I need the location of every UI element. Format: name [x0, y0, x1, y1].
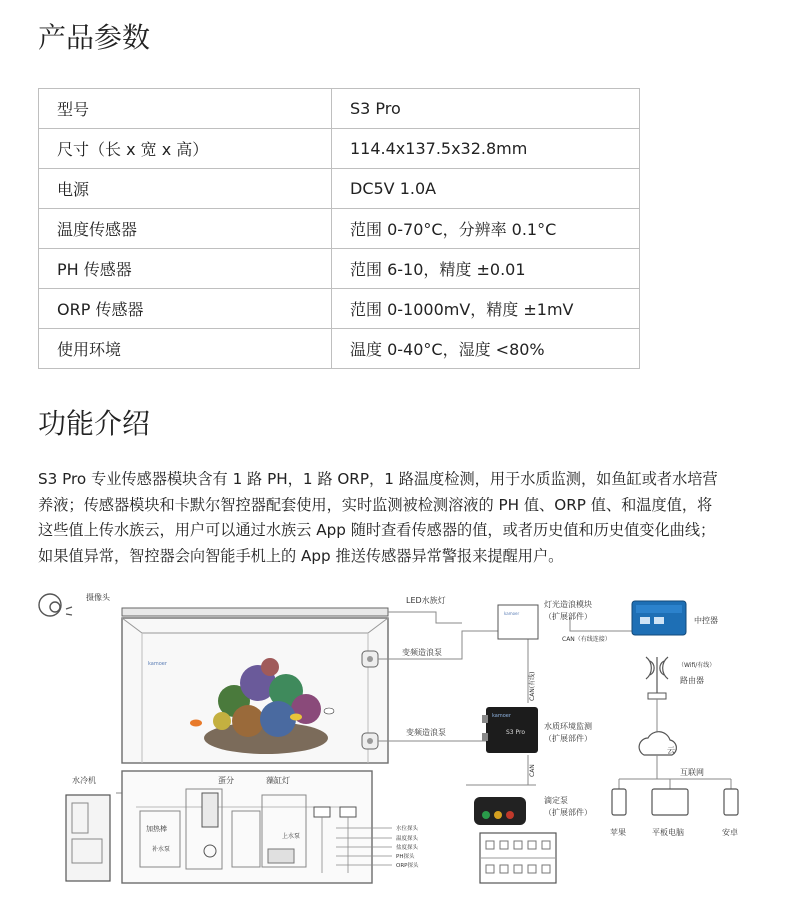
spec-value: 范围 0-1000mV，精度 ±1mV: [332, 289, 640, 329]
module-brand-mark: kamoer: [492, 713, 511, 719]
description-line: S3 Pro 专业传感器模块含有 1 路 PH，1 路 ORP，1 路温度检测，用于水质监测，如鱼缸或者水培营: [38, 470, 718, 488]
spec-label: 型号: [39, 89, 332, 129]
description-line: 养液；传感器模块和卡默尔智控器配套使用，实时监测被检测溶液的 PH 值、ORP 值、和温度值，将: [38, 495, 713, 514]
power-strip: [480, 833, 556, 883]
water-monitor-label: 水质环境监测: [544, 722, 592, 731]
table-row: [39, 169, 640, 209]
table-row: [39, 289, 640, 329]
extension-label: （扩展部件）: [544, 734, 592, 743]
algae-light-label: 藻缸灯: [266, 776, 290, 785]
tablet-icon: [652, 789, 688, 815]
probe-ph-label: PH探头: [396, 854, 415, 860]
spec-value: DC5V 1.0A: [332, 169, 640, 209]
probe-temp-label: 温度探头: [396, 836, 419, 842]
apple-label: 苹果: [610, 828, 626, 837]
can-label: CAN: [529, 764, 536, 777]
cloud-label: 云: [667, 746, 675, 755]
spec-label: 电源: [39, 169, 332, 209]
phone-icon: [612, 789, 626, 815]
controller-device: [632, 601, 686, 635]
probe-level-label: 水位探头: [396, 826, 419, 832]
description-line: 这些值上传水族云，用户可以通过水族云 App 随时查看传感器的值，或者历史值和历史值变化曲线；: [38, 521, 716, 539]
light-wave-module-label: 灯光造浪模块: [544, 600, 592, 609]
system-diagram: [36, 583, 756, 893]
spec-value: 温度 0-40°C，湿度 <80%: [332, 329, 640, 369]
camera-label: 摄像头: [86, 593, 110, 602]
extension-label: （扩展部件）: [544, 612, 592, 621]
router-icon: [648, 693, 666, 699]
return-pump-label: 上水泵: [282, 833, 301, 840]
spec-label: 温度传感器: [39, 209, 332, 249]
spec-value: 114.4x137.5x32.8mm: [332, 129, 640, 169]
doser-pump: [474, 797, 526, 825]
wave-pump-label: 变频造浪泵: [406, 728, 446, 737]
function-section-title: 功能介绍: [38, 407, 151, 440]
controller-label: 中控器: [694, 616, 718, 625]
refill-pump-label: 补水泵: [152, 846, 171, 853]
doser-label: 滴定泵: [544, 796, 568, 805]
led-light-bar: [122, 608, 388, 616]
wave-pump-icon: [362, 651, 378, 667]
tablet-label: 平板电脑: [652, 828, 684, 837]
spec-value: 范围 6-10，精度 ±0.01: [332, 249, 640, 289]
table-row: [39, 129, 640, 169]
spec-label: 尺寸（长 x 宽 x 高）: [39, 129, 332, 169]
table-row: [39, 89, 640, 129]
camera-icon: [39, 594, 72, 616]
android-label: 安卓: [722, 828, 738, 837]
extension-label: （扩展部件）: [544, 808, 592, 817]
chiller-unit: [66, 795, 110, 881]
protein-skimmer-label: 蛋分: [218, 776, 234, 785]
params-section-title: 产品参数: [38, 21, 151, 54]
probe-orp-label: ORP探头: [396, 863, 419, 869]
tank-brand-mark: kamoer: [148, 661, 167, 667]
spec-label: PH 传感器: [39, 249, 332, 289]
wifi-icon: [646, 657, 668, 693]
can-vertical-label: CAN(有线): [529, 671, 536, 701]
spec-value: S3 Pro: [332, 89, 640, 129]
led-light-label: LED水族灯: [406, 596, 446, 605]
spec-value: 范围 0-70°C，分辨率 0.1°C: [332, 209, 640, 249]
table-row: [39, 209, 640, 249]
module-name: S3 Pro: [506, 729, 526, 736]
light-wave-module: [498, 605, 538, 639]
svg-text:kamoer: kamoer: [504, 611, 520, 616]
wifi-label: （Wifi/有线）: [678, 662, 716, 669]
wave-pump-label: 变频造浪泵: [402, 648, 442, 657]
spec-label: ORP 传感器: [39, 289, 332, 329]
probe-salinity-label: 盐度探头: [396, 845, 419, 851]
internet-label: 互联网: [680, 768, 704, 777]
spec-table: [38, 88, 640, 369]
phone-icon: [724, 789, 738, 815]
router-label: 路由器: [680, 676, 704, 685]
can-wired-label: CAN（有线连接）: [562, 636, 611, 643]
spec-label: 使用环境: [39, 329, 332, 369]
table-row: [39, 329, 640, 369]
table-row: [39, 249, 640, 289]
chiller-label: 水冷机: [72, 776, 96, 785]
description-line: 如果值异常，智控器会向智能手机上的 App 推送传感器异常警报来提醒用户。: [38, 546, 564, 565]
description-paragraph: [38, 467, 758, 569]
wave-pump-icon: [362, 733, 378, 749]
heater-label: 加热棒: [146, 825, 167, 833]
